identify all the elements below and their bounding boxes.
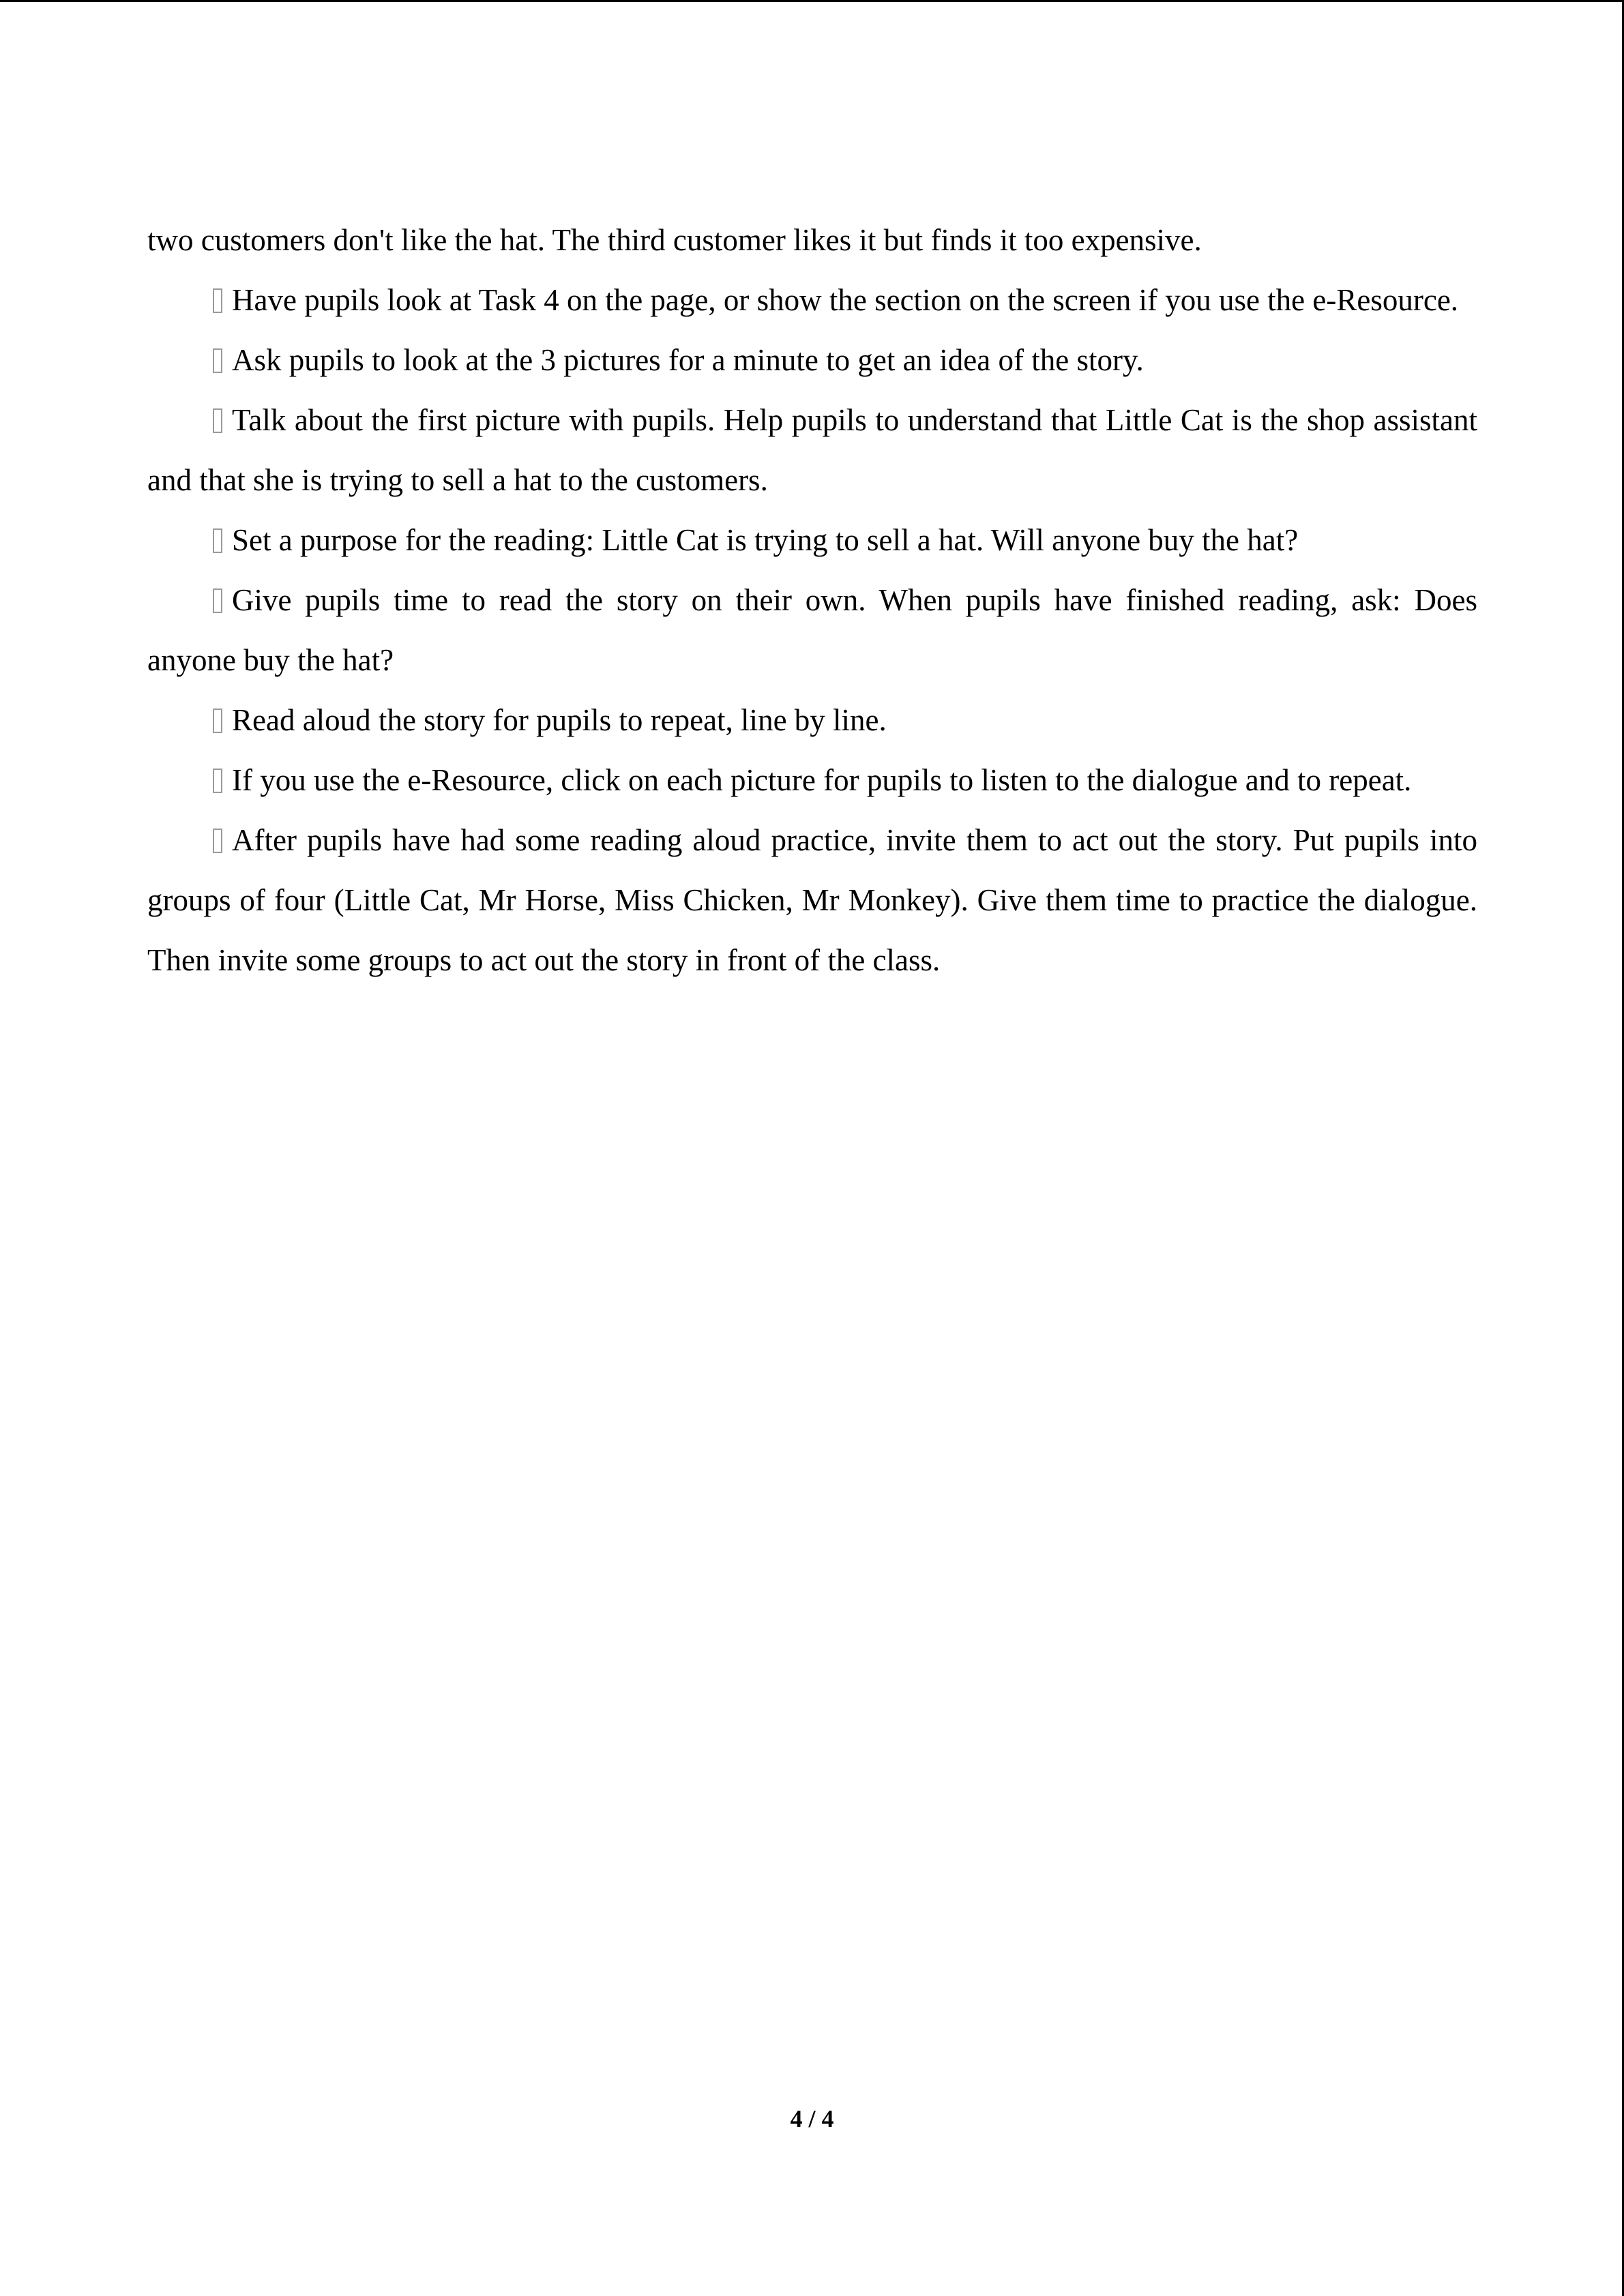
paragraph-text: If you use the e-Resource, click on each picture for pupils to listen to the dialogue and to repeat. bbox=[232, 763, 1412, 797]
bullet-glyph-icon bbox=[213, 408, 222, 433]
bullet-paragraph bbox=[147, 690, 1477, 750]
bullet-glyph-icon bbox=[213, 709, 222, 733]
bullet-paragraph bbox=[147, 810, 1477, 990]
page-number: 4 / 4 bbox=[790, 2105, 834, 2132]
document-body bbox=[147, 210, 1477, 990]
bullet-glyph-icon bbox=[213, 588, 222, 613]
bullet-paragraph bbox=[147, 270, 1477, 330]
paragraph-text: Set a purpose for the reading: Little Cat is trying to sell a hat. Will anyone buy the hat? bbox=[232, 523, 1299, 557]
paragraph-text: Talk about the first picture with pupils. Help pupils to understand that Little Cat is the shop assistant and that she is trying to sell a hat to the customers. bbox=[147, 403, 1477, 497]
bullet-paragraph bbox=[147, 510, 1477, 570]
bullet-paragraph bbox=[147, 390, 1477, 510]
paragraph-text: Read aloud the story for pupils to repeat, line by line. bbox=[232, 703, 887, 737]
paragraph-text: After pupils have had some reading aloud practice, invite them to act out the story. Put pupils into groups of four (Little Cat, Mr Horse, Miss Chicken, Mr Monkey). Give them time to practice the dialogue. Then invite some groups to act out the story in front of the class. bbox=[147, 823, 1477, 977]
bullet-glyph-icon bbox=[213, 528, 222, 553]
bullet-glyph-icon bbox=[213, 769, 222, 793]
bullet-paragraph bbox=[147, 330, 1477, 390]
paragraph-text: Give pupils time to read the story on their own. When pupils have finished reading, ask: Does anyone buy the hat? bbox=[147, 583, 1477, 677]
paragraph-continuation bbox=[147, 210, 1477, 270]
bullet-glyph-icon bbox=[213, 829, 222, 853]
bullet-paragraph bbox=[147, 570, 1477, 690]
paragraph-text: Ask pupils to look at the 3 pictures for a minute to get an idea of the story. bbox=[232, 343, 1144, 377]
paragraph-text: two customers don't like the hat. The third customer likes it but finds it too expensive. bbox=[147, 223, 1202, 257]
paragraph-text: Have pupils look at Task 4 on the page, or show the section on the screen if you use the e-Resource. bbox=[232, 283, 1459, 317]
bullet-glyph-icon bbox=[213, 348, 222, 373]
bullet-paragraph bbox=[147, 750, 1477, 810]
bullet-glyph-icon bbox=[213, 288, 222, 313]
